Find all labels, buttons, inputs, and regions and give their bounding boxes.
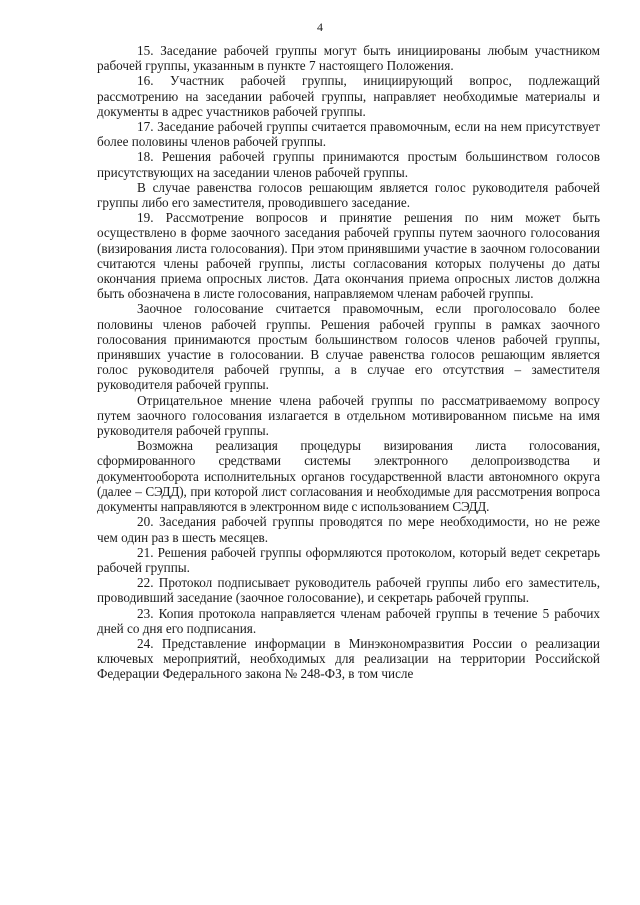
paragraph-24: 24. Представление информации в Минэкономразвития России о реализации ключевых мероприятий, необходимых для реализации на территории Российской Федерации Федерального закона № 248-ФЗ, в том числе (97, 635, 600, 682)
paragraph-16: 16. Участник рабочей группы, инициирующий вопрос, подлежащий рассмотрению на заседании рабочей группы, направляет необходимые материалы и документы в адрес участников рабочей группы. (97, 73, 600, 119)
paragraph-22: 22. Протокол подписывает руководитель рабочей группы либо его заместитель, проводивший заседание (заочное голосование), и секретарь рабочей группы. (97, 575, 600, 606)
paragraph-15: 15. Заседание рабочей группы могут быть инициированы любым участником рабочей группы, указанным в пункте 7 настоящего Положения. (97, 43, 600, 74)
document-body (97, 43, 600, 682)
paragraph-sedd: Возможна реализация процедуры визирования листа голосования, сформированного средствами системы электронного делопроизводства и документооборота исполнительных органов государственной власти автономного округа (далее – СЭДД), при которой лист согласования и необходимые для рассмотрения вопроса документы направляются в электронном виде с использованием СЭДД. (97, 438, 600, 515)
paragraph-20: 20. Заседания рабочей группы проводятся по мере необходимости, но не реже чем один раз в шесть месяцев. (97, 514, 600, 545)
page-number: 4 (317, 20, 323, 34)
paragraph-17: 17. Заседание рабочей группы считается правомочным, если на нем присутствует более половины членов рабочей группы. (97, 119, 600, 150)
paragraph-18: 18. Решения рабочей группы принимаются простым большинством голосов присутствующих на заседании членов рабочей группы. (97, 149, 600, 180)
paragraph-18-tie-vote: В случае равенства голосов решающим является голос руководителя рабочей группы либо его заместителя, проводившего заседание. (97, 179, 600, 211)
paragraph-23: 23. Копия протокола направляется членам рабочей группы в течение 5 рабочих дней со дня его подписания. (97, 605, 600, 636)
paragraph-19: 19. Рассмотрение вопросов и принятие решения по ним может быть осуществлено в форме заочного заседания рабочей группы путем заочного голосования (визирования листа голосования). При этом принявшими участие в заочном голосовании считаются члены рабочей группы, листы согласования которых получены до даты окончания приема опросных листов. Дата окончания приема опросных листов должна быть обозначена в листе голосования, направляемом членам рабочей группы. (97, 210, 600, 302)
paragraph-negative-opinion: Отрицательное мнение члена рабочей группы по рассматриваемому вопросу путем заочного голосования излагается в отдельном мотивированном письме на имя руководителя рабочей группы. (97, 392, 600, 439)
paragraph-21: 21. Решения рабочей группы оформляются протоколом, который ведет секретарь рабочей группы. (97, 544, 600, 575)
paragraph-absentee-vote: Заочное голосование считается правомочным, если проголосовало более половины членов рабочей группы. Решения рабочей группы в рамках заочного голосования принимаются простым большинством голосов членов рабочей группы, принявших участие в голосовании. В случае равенства голосов решающим является голос руководителя рабочей группы, а в случае его отсутствия – заместителя руководителя рабочей группы. (97, 301, 600, 393)
